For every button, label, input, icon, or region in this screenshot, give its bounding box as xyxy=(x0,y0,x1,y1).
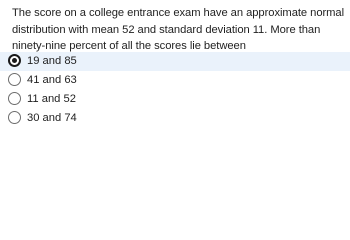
option-label: 19 and 85 xyxy=(27,55,77,67)
option-30-and-74[interactable] xyxy=(0,109,350,128)
option-11-and-52[interactable] xyxy=(0,90,350,109)
radio-button[interactable] xyxy=(8,73,21,86)
option-label: 30 and 74 xyxy=(27,112,77,124)
question-text: The score on a college entrance exam have an approximate normal distribution with mean 52 and standard deviation 11. More than ninety-nine percent of all the scores lie between xyxy=(12,7,345,52)
option-41-and-63[interactable] xyxy=(0,71,350,90)
option-19-and-85[interactable] xyxy=(0,52,350,71)
option-label: 41 and 63 xyxy=(27,74,77,86)
radio-button[interactable] xyxy=(8,92,21,105)
radio-button-selected[interactable] xyxy=(8,54,21,67)
radio-button[interactable] xyxy=(8,111,21,124)
option-label: 11 and 52 xyxy=(27,93,76,105)
